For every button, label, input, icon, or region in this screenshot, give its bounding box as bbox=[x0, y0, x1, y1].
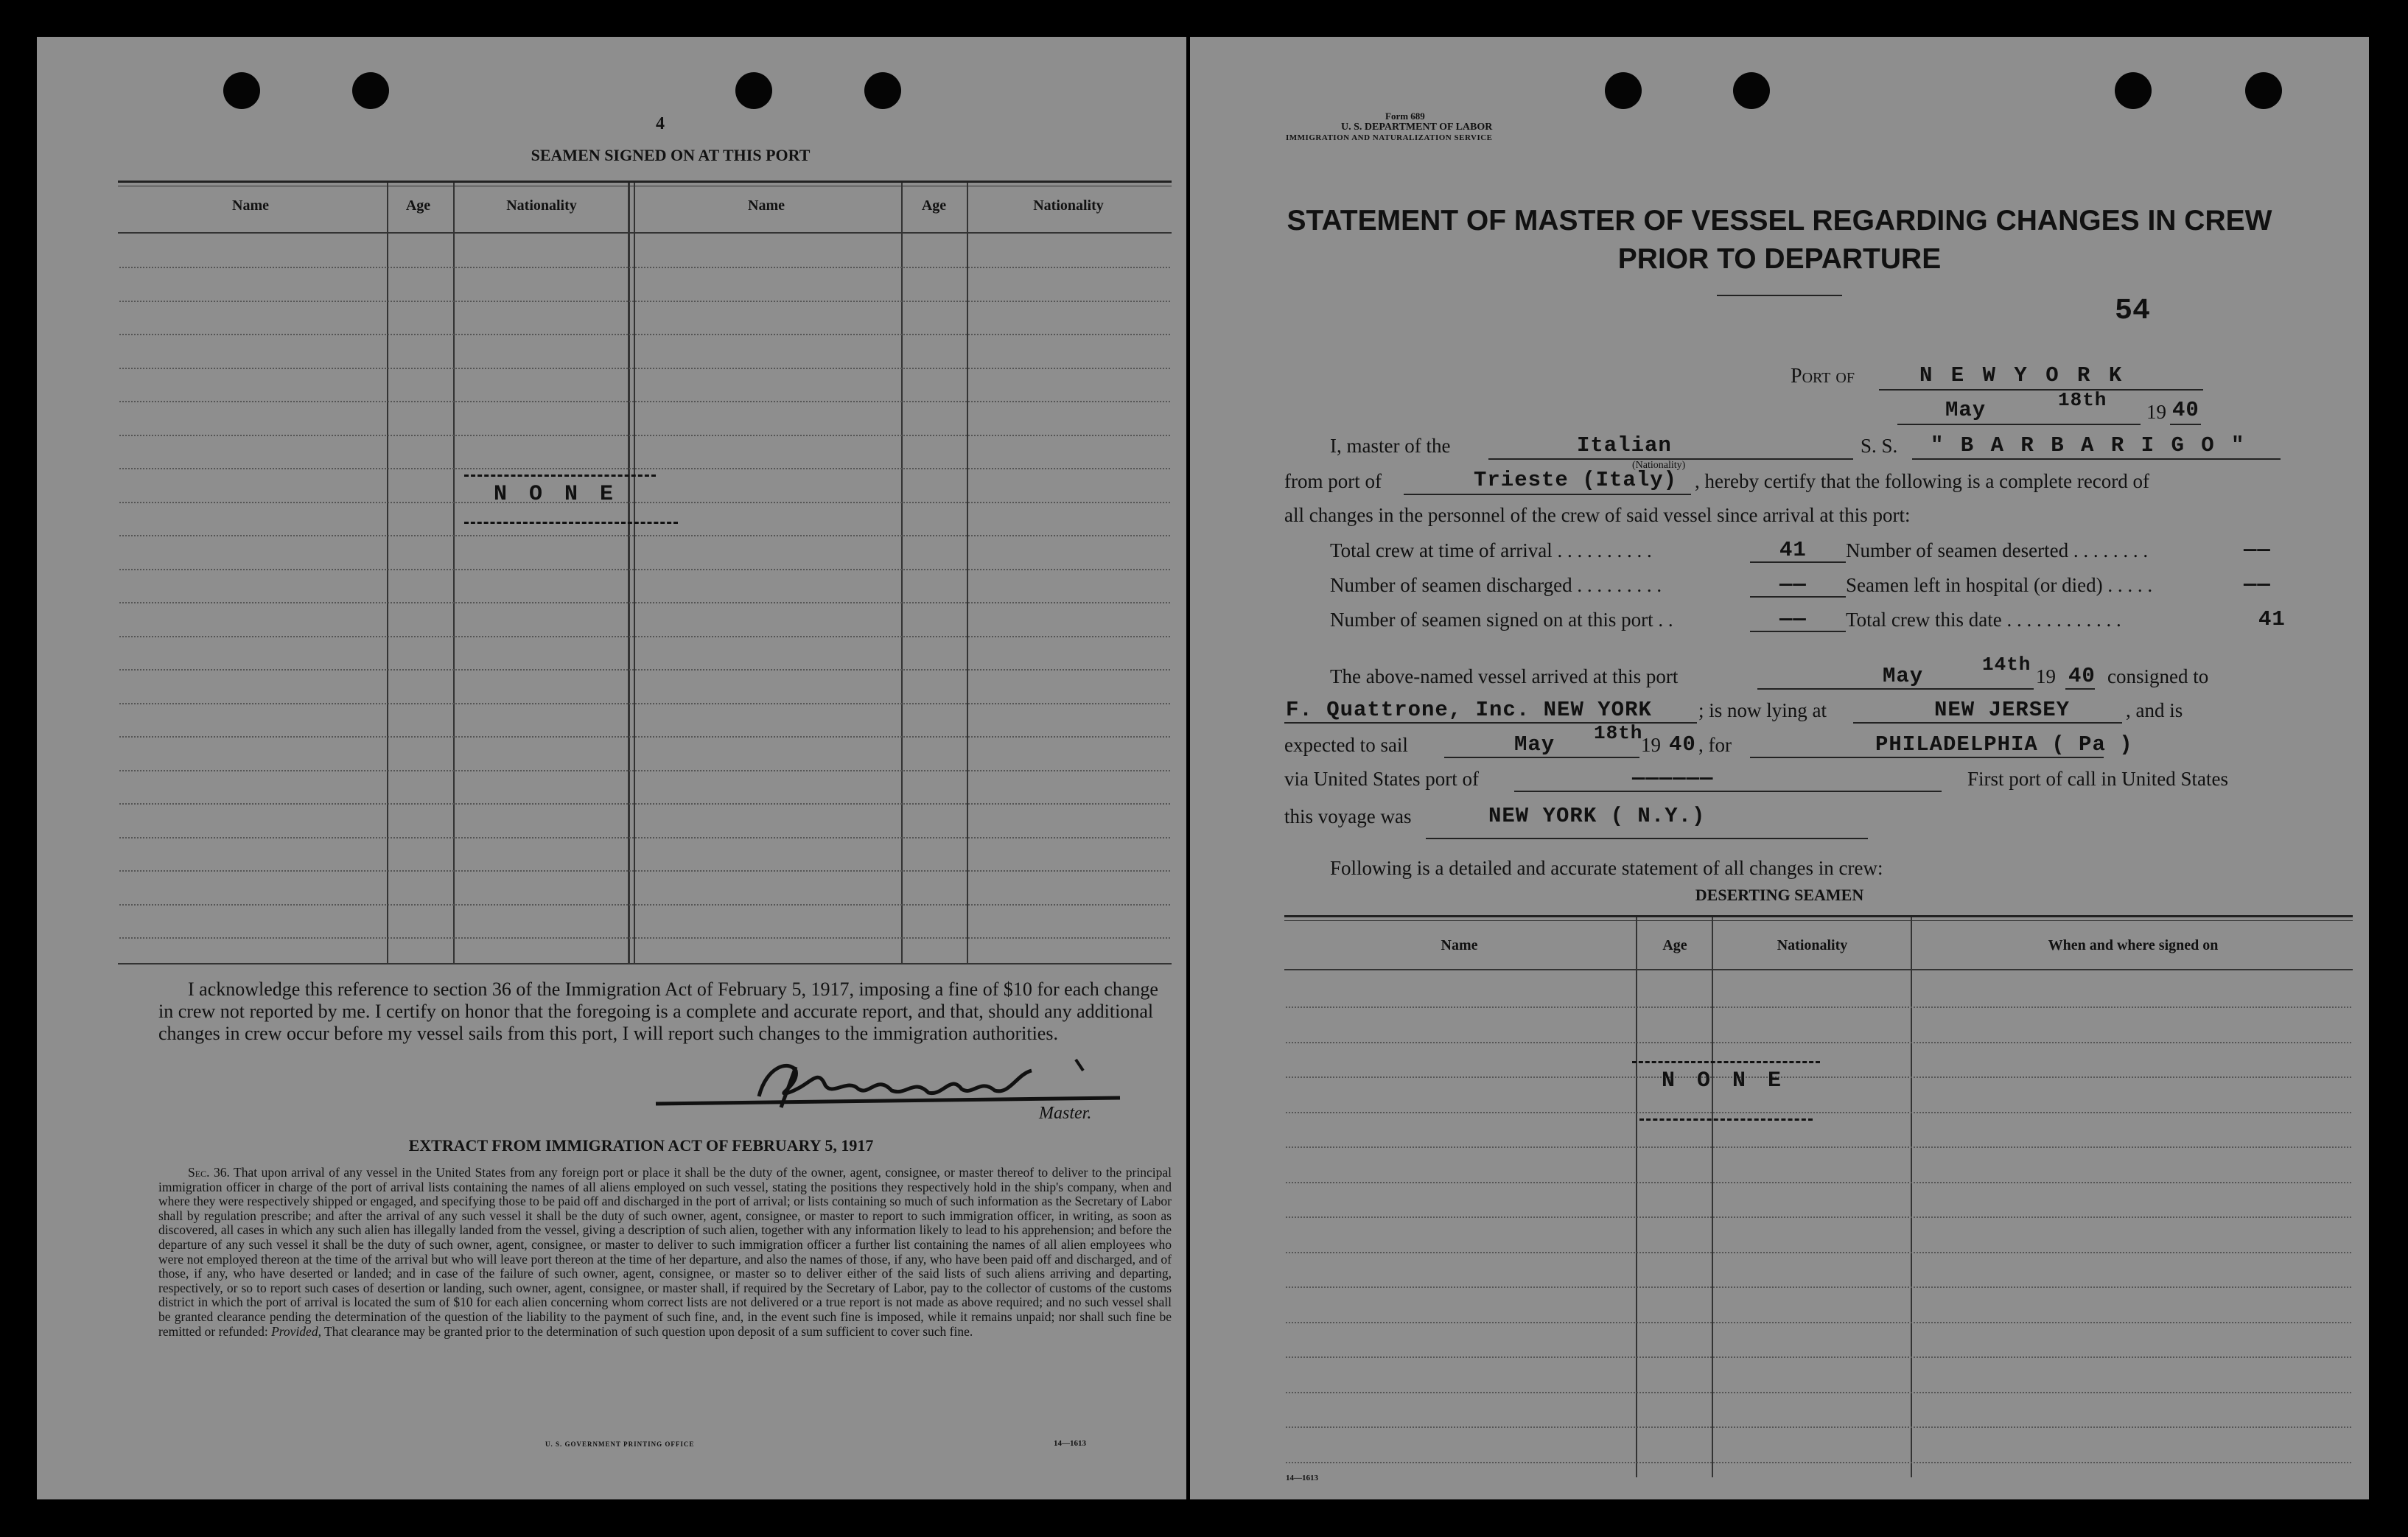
table-row-line bbox=[119, 904, 1170, 906]
deserting-title: DESERTING SEAMEN bbox=[1695, 886, 1864, 904]
table-row-line bbox=[1286, 1006, 2351, 1008]
certify-text: , hereby certify that the following is a complete record of bbox=[1695, 470, 2150, 492]
form-title-line1: STATEMENT OF MASTER OF VESSEL REGARDING CHANGES IN CREW bbox=[1287, 205, 2272, 237]
expected-month: May bbox=[1514, 732, 1555, 757]
table-row-line bbox=[1286, 1042, 2351, 1043]
table-title: SEAMEN SIGNED ON AT THIS PORT bbox=[531, 146, 811, 164]
table-row-line bbox=[119, 837, 1170, 838]
certify-text-2: all changes in the personnel of the crew of said vessel since arrival at this port: bbox=[1284, 504, 1911, 526]
table-row-line bbox=[1286, 1076, 2351, 1078]
desert-col-signed-on: When and where signed on bbox=[2048, 937, 2219, 953]
department: U. S. DEPARTMENT OF LABOR bbox=[1341, 122, 1493, 133]
table-row-line bbox=[119, 334, 1170, 335]
table-row-line bbox=[1286, 1182, 2351, 1183]
table-row-line bbox=[119, 368, 1170, 369]
table-row-line bbox=[119, 870, 1170, 872]
form-title-line2: PRIOR TO DEPARTURE bbox=[1617, 243, 1942, 275]
table-row-line bbox=[1286, 1356, 2351, 1358]
expected-label: expected to sail bbox=[1284, 734, 1408, 756]
table-row-line bbox=[1286, 1322, 2351, 1323]
col-header-age-2: Age bbox=[921, 197, 947, 214]
stat-hospital-label: Seamen left in hospital (or died) . . . . . bbox=[1846, 574, 2153, 596]
stat-deserted: —— bbox=[2244, 538, 2271, 562]
from-port-value: Trieste (Italy) bbox=[1474, 468, 1678, 492]
service: IMMIGRATION AND NATURALIZATION SERVICE bbox=[1286, 133, 1493, 142]
date-month: May bbox=[1945, 398, 1987, 422]
col-header-nationality-2: Nationality bbox=[1033, 197, 1104, 214]
this-voyage-value: NEW YORK ( N.Y.) bbox=[1488, 804, 1706, 828]
table-top-rule bbox=[118, 181, 1172, 183]
table-row-line bbox=[119, 770, 1170, 771]
form-code: 14—1613 bbox=[1054, 1439, 1086, 1448]
table-row-line bbox=[119, 267, 1170, 268]
table-row-line bbox=[1286, 1112, 2351, 1113]
via-label: via United States port of bbox=[1284, 768, 1479, 790]
stat-signed-label: Number of seamen signed on at this port . . bbox=[1330, 609, 1673, 631]
arrived-year-prefix: 19 bbox=[2036, 665, 2056, 687]
lying-at-value: NEW JERSEY bbox=[1934, 698, 2071, 722]
table-row-line bbox=[119, 803, 1170, 805]
col-header-name-2: Name bbox=[748, 197, 785, 214]
table-row-line bbox=[119, 535, 1170, 536]
acknowledgement-text: I acknowledge this reference to section 36 of the Immigration Act of February 5, 1917, imposing a fine of $10 for each change in crew not reported by me. I certify on honor that the foregoing is a complete and accurate report, and that, should any additional changes in crew occur before my vessel sails from this port, I will report such changes to the immigration authorities. bbox=[158, 978, 1158, 1044]
extract-body bbox=[158, 1166, 1172, 1339]
table-row-line bbox=[119, 736, 1170, 738]
table-row-line bbox=[119, 636, 1170, 637]
table-row-line bbox=[1286, 1216, 2351, 1218]
date-day: 18th bbox=[2058, 389, 2107, 411]
table-row-line bbox=[1286, 1146, 2351, 1148]
ss-label: S. S. bbox=[1861, 435, 1898, 457]
lying-at-label: ; is now lying at bbox=[1698, 699, 1827, 721]
table-row-line bbox=[1286, 1252, 2351, 1253]
table-row-line bbox=[119, 937, 1170, 939]
ship-name: " B A R B A R I G O " bbox=[1931, 433, 2247, 458]
desert-col-name: Name bbox=[1441, 937, 1478, 953]
port-value: N E W Y O R K bbox=[1919, 363, 2125, 388]
stat-deserted-label: Number of seamen deserted . . . . . . . . bbox=[1846, 539, 2149, 561]
consignee-value: F. Quattrone, Inc. NEW YORK bbox=[1286, 698, 1652, 722]
table-row-line bbox=[119, 569, 1170, 570]
none-stamp-right: N O N E bbox=[1662, 1068, 1786, 1093]
punch-hole bbox=[352, 72, 389, 109]
for-value: PHILADELPHIA ( Pa ) bbox=[1875, 732, 2133, 757]
punch-hole bbox=[2115, 72, 2152, 109]
none-stamp: N O N E bbox=[494, 482, 618, 507]
form-number: Form 689 bbox=[1385, 111, 1425, 122]
this-voyage-label: this voyage was bbox=[1284, 805, 1412, 827]
punch-hole bbox=[1605, 72, 1642, 109]
arrived-year: 40 bbox=[2068, 664, 2096, 688]
punch-hole bbox=[735, 72, 772, 109]
form-code-right: 14—1613 bbox=[1286, 1474, 1318, 1482]
stat-total-arrival-label: Total crew at time of arrival . . . . . . . . . . bbox=[1330, 539, 1652, 561]
following-text: Following is a detailed and accurate statement of all changes in crew: bbox=[1330, 857, 1883, 879]
punch-hole bbox=[864, 72, 901, 109]
table-row-line bbox=[119, 602, 1170, 603]
table-row-line bbox=[1286, 1426, 2351, 1428]
punch-hole bbox=[223, 72, 260, 109]
stat-total-date: 41 bbox=[2258, 607, 2286, 631]
first-port-label: First port of call in United States bbox=[1967, 768, 2228, 790]
col-header-nationality: Nationality bbox=[506, 197, 577, 214]
arrived-text: The above-named vessel arrived at this port bbox=[1330, 665, 1679, 687]
table-row-line bbox=[119, 468, 1170, 469]
desert-col-nationality: Nationality bbox=[1777, 937, 1848, 953]
and-is-label: , and is bbox=[2126, 699, 2183, 721]
expected-year-prefix: 19 bbox=[1641, 734, 1661, 756]
col-header-name: Name bbox=[232, 197, 269, 214]
col-header-age: Age bbox=[405, 197, 431, 214]
extract-text: That upon arrival of any vessel in the United States from any foreign port or place it shall be the duty of the owner, agent, consignee, or master thereof to deliver to the principal immigration officer in charge of the port of arrival lists containing the names of all aliens employed on such vessel, stating the positions they respectively hold in the ship's company, when and where they were respectively shipped or engaged, and specifying those to be paid off and discharged in the port of arrival; or lists containing so much of such information as the Secretary of Labor shall by regulation prescribe; and after the arrival of any such vessel it shall be the duty of such owner, agent, consignee, or master to report to such immigration officer, in writing, as soon as discovered, all cases in which any such alien has illegally landed from the vessel, giving a description of such alien, together with any information likely to lead to his apprehension; and before the departure of any such vessel it shall be the duty of such owner, agent, consignee, or master to deliver to such immigration officer a further list containing the names of all alien employees who were not employed thereon at the time of the arrival but who will leave port thereon at the time of her departure, and also the names of those, if any, who have been paid off and discharged, and of those, if any, who have deserted or landed; and in case of the failure of such owner, agent, consignee, or master so to deliver either of the said lists of such aliens arriving and departing, respectively, or so to report such cases of desertion or landing, such owner, agent, consignee, or master shall, if required by the Secretary of Labor, pay to the collector of customs of the customs district in which the port of arrival is located the sum of $10 for each alien concerning whom correct lists are not delivered or a true report is not made as above required; and no such vessel shall be granted clearance pending the determination of the question of the liability to the payment of such fine, and, in the event such fine is imposed, while it remains unpaid; nor shall such fine be remitted or refunded: bbox=[158, 1165, 1172, 1339]
stat-total-date-label: Total crew this date . . . . . . . . . . . . bbox=[1846, 609, 2121, 631]
nationality-value: Italian bbox=[1577, 433, 1672, 458]
right-page bbox=[1190, 37, 2369, 1499]
expected-year: 40 bbox=[1669, 732, 1696, 757]
arrived-month: May bbox=[1883, 664, 1924, 688]
from-port-label: from port of bbox=[1284, 470, 1382, 492]
table-row-line bbox=[119, 435, 1170, 436]
stat-signed: —— bbox=[1779, 607, 1807, 631]
left-page bbox=[37, 37, 1186, 1499]
date-year: 40 bbox=[2172, 398, 2199, 422]
table-row-line bbox=[1286, 1462, 2351, 1463]
table-row-line bbox=[119, 401, 1170, 402]
arrived-day: 14th bbox=[1982, 654, 2031, 676]
stat-discharged-label: Number of seamen discharged . . . . . . . . . bbox=[1330, 574, 1662, 596]
port-label: Port of bbox=[1791, 365, 1855, 388]
desert-col-age: Age bbox=[1662, 937, 1687, 953]
printing-office: U. S. GOVERNMENT PRINTING OFFICE bbox=[545, 1440, 695, 1448]
master-of-label: I, master of the bbox=[1330, 435, 1451, 457]
table-row-line bbox=[119, 703, 1170, 704]
expected-day: 18th bbox=[1594, 722, 1643, 744]
stat-discharged: —— bbox=[1779, 573, 1807, 597]
extract-title: EXTRACT FROM IMMIGRATION ACT OF FEBRUARY 5, 1917 bbox=[408, 1136, 874, 1155]
table-row-line bbox=[119, 669, 1170, 671]
extract-end: That clearance may be granted prior to the determination of such question upon deposit of a sum sufficient to cover such fine. bbox=[324, 1323, 973, 1339]
extract-sec-label: Sec. 36. bbox=[188, 1165, 230, 1180]
nationality-caption: (Nationality) bbox=[1632, 460, 1686, 471]
punch-hole bbox=[1733, 72, 1770, 109]
page-number: 4 bbox=[656, 114, 665, 133]
stat-total-arrival: 41 bbox=[1779, 538, 1807, 562]
table-row-line bbox=[1286, 1286, 2351, 1288]
table-row-line bbox=[1286, 1392, 2351, 1393]
for-label: , for bbox=[1698, 734, 1732, 756]
date-year-prefix: 19 bbox=[2146, 401, 2166, 423]
sheet-number: 54 bbox=[2115, 295, 2151, 328]
stat-hospital: —— bbox=[2244, 573, 2271, 597]
table-row-line bbox=[119, 502, 1170, 503]
consigned-to-label: consigned to bbox=[2107, 665, 2209, 687]
extract-provided: Provided, bbox=[271, 1323, 321, 1339]
via-value: —————— bbox=[1632, 766, 1714, 791]
table-row-line bbox=[119, 301, 1170, 302]
master-label: Master. bbox=[1039, 1104, 1092, 1123]
punch-hole bbox=[2245, 72, 2282, 109]
